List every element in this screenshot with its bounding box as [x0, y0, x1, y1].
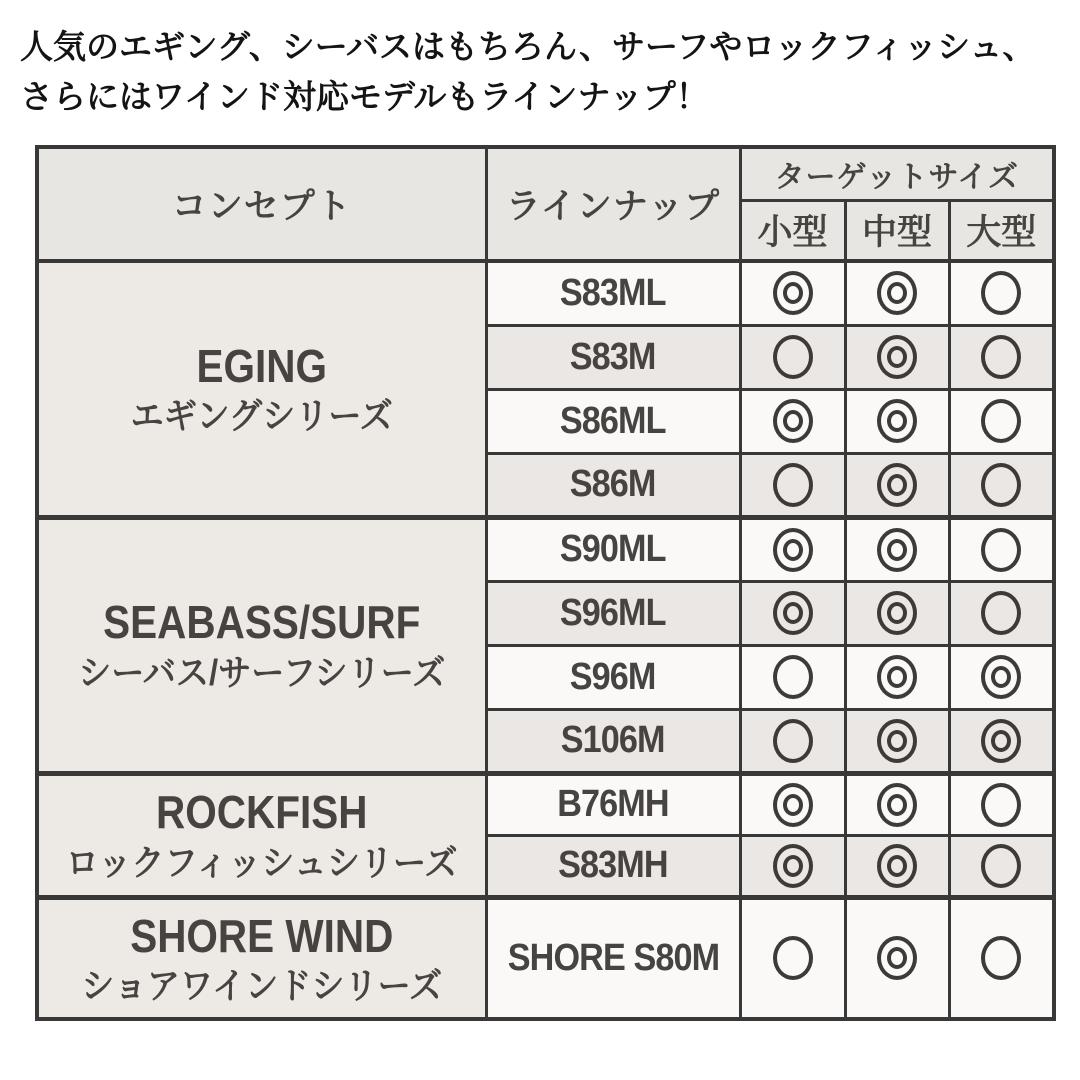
target-size-cell [949, 897, 1054, 1019]
target-size-cell [740, 325, 845, 389]
spec-table [35, 145, 1056, 1021]
model-cell [486, 581, 740, 645]
concept-name-en: EGING [196, 340, 327, 393]
single-circle-icon [981, 936, 1021, 980]
target-size-cell [740, 897, 845, 1019]
target-size-cell [845, 773, 949, 835]
target-size-cell [949, 835, 1054, 897]
header-lineup: ラインナップ [486, 147, 740, 261]
double-circle-icon [877, 335, 917, 379]
model-cell [486, 325, 740, 389]
concept-name-ja: エギングシリーズ [130, 395, 393, 437]
single-circle-icon [773, 655, 813, 699]
target-size-cell [740, 261, 845, 325]
target-size-cell [949, 773, 1054, 835]
target-size-cell [949, 645, 1054, 709]
single-circle-icon [981, 463, 1021, 507]
target-size-cell [740, 645, 845, 709]
model-label: S96ML [560, 591, 666, 634]
concept-cell-shore-wind [37, 897, 486, 1019]
target-size-cell [740, 389, 845, 453]
model-label: S86M [570, 463, 656, 505]
header-target-size: ターゲットサイズ [740, 147, 1054, 200]
double-circle-icon [773, 399, 813, 443]
single-circle-icon [773, 936, 813, 980]
double-circle-icon [981, 655, 1021, 699]
double-circle-icon [877, 655, 917, 699]
double-circle-icon [877, 844, 917, 888]
target-size-cell [845, 581, 949, 645]
single-circle-icon [981, 335, 1021, 379]
model-label: S86ML [560, 399, 666, 442]
model-cell [486, 709, 740, 773]
double-circle-icon [877, 463, 917, 507]
double-circle-icon [877, 591, 917, 635]
concept-name-en: SEABASS/SURF [103, 596, 421, 649]
concept-name-en: SHORE WIND [130, 909, 394, 962]
concept-name-ja: シーバス/サーフシリーズ [78, 651, 446, 693]
double-circle-icon [877, 271, 917, 315]
single-circle-icon [981, 844, 1021, 888]
model-cell [486, 773, 740, 835]
model-cell [486, 517, 740, 581]
target-size-cell [740, 773, 845, 835]
model-cell [486, 261, 740, 325]
target-size-cell [845, 897, 949, 1019]
target-size-cell [949, 581, 1054, 645]
concept-name-ja: ショアワインドシリーズ [81, 964, 443, 1006]
single-circle-icon [773, 463, 813, 507]
model-label: S83M [570, 335, 656, 378]
double-circle-icon [981, 719, 1021, 763]
single-circle-icon [981, 271, 1021, 315]
single-circle-icon [981, 399, 1021, 443]
header-concept: コンセプト [37, 147, 486, 261]
model-cell [486, 389, 740, 453]
target-size-cell [740, 517, 845, 581]
intro-headline [20, 22, 1070, 122]
target-size-cell [845, 389, 949, 453]
target-size-cell [740, 709, 845, 773]
model-label: SHORE S80M [507, 936, 719, 979]
target-size-cell [740, 835, 845, 897]
header-row-main [37, 147, 1054, 200]
double-circle-icon [773, 844, 813, 888]
table-row [37, 261, 1054, 325]
header-size-small: 小型 [740, 200, 845, 261]
model-label: S96M [570, 655, 656, 698]
header-size-medium: 中型 [845, 200, 949, 261]
target-size-cell [845, 835, 949, 897]
target-size-cell [949, 517, 1054, 581]
concept-cell-rockfish [37, 773, 486, 897]
header-size-large: 大型 [949, 200, 1054, 261]
target-size-cell [845, 261, 949, 325]
double-circle-icon [877, 719, 917, 763]
concept-cell-seabass-surf [37, 517, 486, 773]
double-circle-icon [877, 399, 917, 443]
concept-name-en: ROCKFISH [156, 786, 368, 839]
target-size-cell [949, 325, 1054, 389]
model-cell [486, 453, 740, 517]
intro-line-1: 人気のエギング、シーバスはもちろん、サーフやロックフィッシュ、 [20, 28, 1036, 65]
model-label: S90ML [560, 528, 666, 570]
table-row [37, 773, 1054, 835]
table-row [37, 897, 1054, 1019]
single-circle-icon [981, 783, 1021, 827]
target-size-cell [949, 389, 1054, 453]
model-label: B76MH [557, 783, 669, 825]
double-circle-icon [773, 591, 813, 635]
single-circle-icon [981, 591, 1021, 635]
table-body [37, 261, 1054, 1019]
table-row [37, 517, 1054, 581]
double-circle-icon [773, 271, 813, 315]
concept-name-ja: ロックフィッシュシリーズ [65, 841, 458, 883]
target-size-cell [949, 453, 1054, 517]
model-cell [486, 897, 740, 1019]
target-size-cell [845, 517, 949, 581]
target-size-cell [949, 709, 1054, 773]
double-circle-icon [877, 528, 917, 572]
intro-line-2: さらにはワインド対応モデルもラインナップ！ [20, 78, 709, 115]
model-cell [486, 835, 740, 897]
target-size-cell [845, 325, 949, 389]
model-label: S83MH [558, 844, 668, 886]
single-circle-icon [773, 719, 813, 763]
model-label: S106M [561, 719, 665, 761]
double-circle-icon [877, 936, 917, 980]
double-circle-icon [877, 783, 917, 827]
double-circle-icon [773, 528, 813, 572]
single-circle-icon [773, 335, 813, 379]
model-label: S83ML [560, 271, 666, 314]
target-size-cell [845, 709, 949, 773]
target-size-cell [845, 645, 949, 709]
model-cell [486, 645, 740, 709]
target-size-cell [845, 453, 949, 517]
target-size-cell [949, 261, 1054, 325]
target-size-cell [740, 581, 845, 645]
target-size-cell [740, 453, 845, 517]
single-circle-icon [981, 528, 1021, 572]
concept-cell-eging [37, 261, 486, 517]
table-header [37, 147, 1054, 261]
double-circle-icon [773, 783, 813, 827]
